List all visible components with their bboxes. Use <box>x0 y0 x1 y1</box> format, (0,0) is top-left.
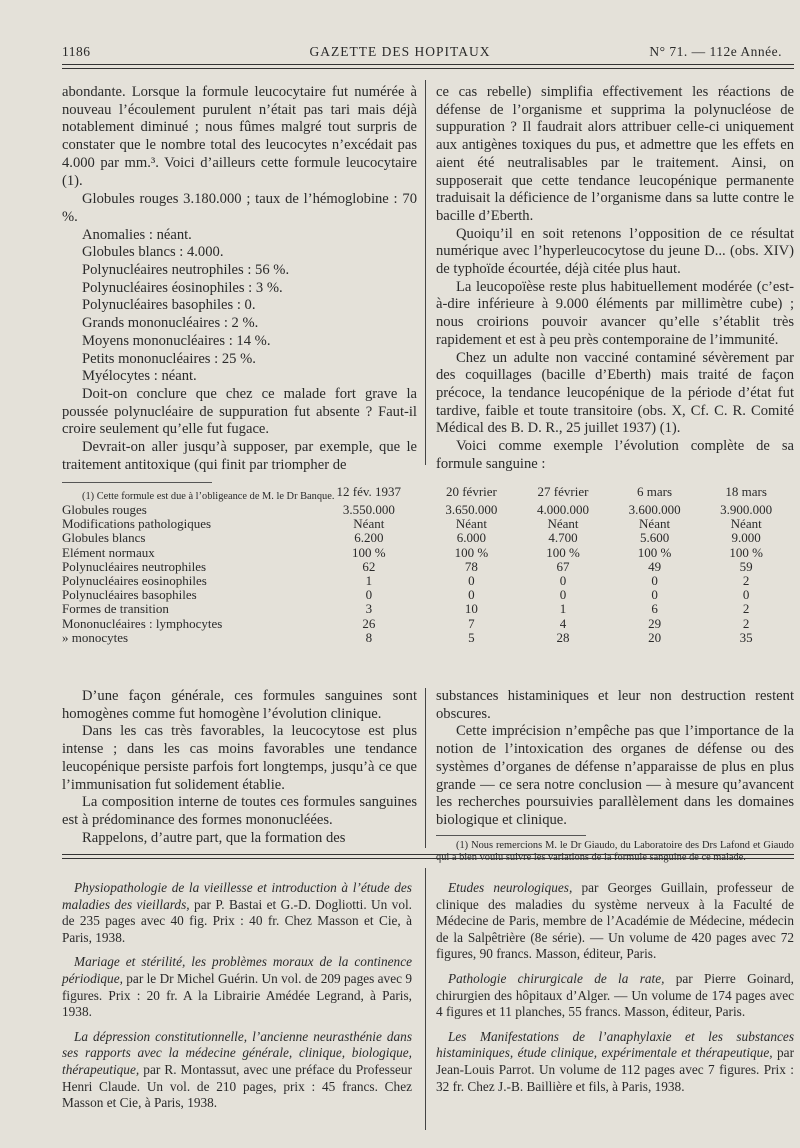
table-cell: 8 <box>365 629 373 645</box>
table-row <box>62 560 792 574</box>
paragraph: Dans les cas très favorables, la leucocytose est plus intense ; dans les cas moins favorables une tendance leucopénique persiste parfois fort longtemps, jusqu’à ce que l’immunisation fut solidement établie. <box>62 723 417 793</box>
table-cell: 0 <box>559 587 567 603</box>
footnote: (1) Cette formule est due à l’obligeance de M. le Dr Banque. <box>82 491 335 503</box>
journal-title: GAZETTE DES HOPITAUX <box>309 44 491 59</box>
right-column-bottom <box>436 688 794 865</box>
paragraph: Quoiqu’il en soit retenons l’opposition de ce résultat numérique avec l’hyperleucocytose du jeune D... (obs. XIV) de typhoïde écourtée, déjà citée plus haut. <box>436 225 794 278</box>
book-title: Mariage et stérilité, les problèmes moraux de la continence périodique, <box>62 954 412 986</box>
table-cell: 20 <box>648 629 662 645</box>
table-row <box>62 602 792 616</box>
table-cell: 0 <box>651 573 658 589</box>
table-cell: 67 <box>556 558 570 574</box>
bibliography-entry <box>62 880 412 946</box>
list-item: Polynucléaires neutrophiles : 56 %. <box>82 262 290 279</box>
table-cell: 6.200 <box>354 530 384 546</box>
row-label: Globules blancs <box>62 531 146 546</box>
paragraph: ce cas rebelle) simplifia effectivement les réactions de défense de l’organisme et supprima la polynucléose de suppuration ? Il faudrait alors attribuer celle-ci uniquement aux antigènes toxiques du pus, et admettre que les effets en aient été neutralisables par le traitement. Ainsi, on supposerait que cette tendance leucopénique permanente traduisait la déficience de l’organisme dans sa lutte contre le bacille d’Eberth. <box>436 84 794 224</box>
table-cell: 0 <box>651 587 658 603</box>
table-cell: 62 <box>362 558 376 574</box>
table-column-header: 6 mars <box>637 484 673 499</box>
list-item: Petits mononucléaires : 25 %. <box>82 350 256 367</box>
table-cell: 28 <box>556 629 570 645</box>
table-cell: 26 <box>362 615 376 631</box>
list-item: Globules rouges 3.180.000 ; taux de l’hémoglobine : 70 %. <box>62 191 417 225</box>
table-cell: 3.650.000 <box>445 502 498 518</box>
table-cell: 2 <box>742 573 750 589</box>
book-title: La dépression constitutionnelle, l’ancienne neurasthénie dans ses rapports avec la médecine générale, clinique, biologique, thérapeutique, <box>62 1028 412 1077</box>
table-cell: 5 <box>468 629 475 645</box>
table-cell: 1 <box>365 573 373 589</box>
left-column-top <box>62 84 417 504</box>
table-row <box>62 517 792 531</box>
paragraph: D’une façon générale, ces formules sanguines sont homogènes comme fut homogène l’évolution clinique. <box>62 688 417 722</box>
book-details: par Georges Guillain, professeur de clinique des maladies du système nerveux à la Faculté de Médecine de Paris, membre de l’Académie de Médecine, médecin de la Salpêtrière (8e série). — Un volume de 420 pages avec 72 figures, 90 francs. Masson, éditeur, Paris. <box>436 880 794 962</box>
table-cell: 100 % <box>352 544 386 560</box>
right-column-top <box>436 84 794 473</box>
blood-formula-table <box>62 481 792 645</box>
table-cell: 3 <box>365 601 373 617</box>
list-item: Grands mononucléaires : 2 %. <box>82 315 259 332</box>
table-row <box>62 588 792 602</box>
bibliography-entry <box>436 880 794 963</box>
column-divider <box>425 868 426 1130</box>
leucocyte-formula-list <box>62 191 417 386</box>
table-cell: Néant <box>639 516 671 532</box>
table-row <box>62 503 792 517</box>
table-cell: 49 <box>648 558 662 574</box>
book-details: par le Dr Michel Guérin. Un vol. de 209 pages avec 9 figures. Prix : 20 fr. A la Librairie Amédée Legrand, à Paris, 1938. <box>62 970 412 1020</box>
table-cell: 0 <box>365 587 373 603</box>
paragraph: abondante. Lorsque la formule leucocytaire fut numérée à nouveau l’écoulement purulent n’était pas tari mais déjà notablement diminué ; nous fûmes malgré tout surpris de constater que le nombre total des leucocytes n’excédait pas 4.000 par mm.³. Voici d’ailleurs cette formule leucocytaire (1). <box>62 84 417 189</box>
paragraph: Doit-on conclure que chez ce malade fort grave la poussée polynucléaire de suppuration fut absente ? Faut-il croire seulement qu’elle fut fugace. <box>62 385 417 438</box>
list-item: Globules blancs : 4.000. <box>82 244 224 261</box>
list-item: Polynucléaires éosinophiles : 3 %. <box>82 279 283 296</box>
row-label: Elément normaux <box>62 545 155 560</box>
table-cell: 100 % <box>637 544 672 560</box>
table-row <box>62 531 792 545</box>
table-column-header: 27 février <box>537 484 589 499</box>
bibliography-right <box>436 880 794 1103</box>
book-title: Physiopathologie de la vieillesse et introduction à l’étude des maladies des vieillards, <box>62 880 412 912</box>
table-row <box>62 574 792 588</box>
bibliography-entry <box>436 971 794 1021</box>
paragraph: Devrait-on aller jusqu’à supposer, par exemple, que le traitement antitoxique (qui finit par triompher de <box>62 439 417 473</box>
paragraph: Chez un adulte non vacciné contaminé sévèrement par des coquillages (bacille d’Eberth) mais traité de façon précoce, la tendance leucopénique de la période d’état fut tardive, faible et toute transitoire (obs. X, Cf. C. R. Comité Médical des B. D. R., 25 juillet 1937) (1). <box>436 349 794 437</box>
table-cell: Néant <box>730 516 762 532</box>
table-cell: 9.000 <box>731 530 761 546</box>
table-cell: 4.700 <box>548 530 578 546</box>
table-cell: 35 <box>739 629 753 645</box>
table-cell: 3.600.000 <box>628 502 681 518</box>
paragraph: Cette imprécision n’empêche pas que l’importance de la notion de l’intoxication des organes de défense ou des systèmes d’organes de défense n’apparaisse de plus en plus grande — ce sera notre conclusion — à mesure qu’avancent les recherches poursuivies parallèlement dans les domaines biologique et clinique. <box>436 723 794 828</box>
table-cell: 0 <box>559 573 567 589</box>
row-label: Mononucléaires : lymphocytes <box>62 616 223 631</box>
row-label: Modifications pathologiques <box>62 517 212 532</box>
table-cell: 5.600 <box>639 530 670 546</box>
column-divider <box>425 688 426 848</box>
table-column-header: 12 fév. 1937 <box>336 484 402 499</box>
paragraph: Voici comme exemple l’évolution complète de sa formule sanguine : <box>436 438 794 472</box>
table-cell: 1 <box>559 601 567 617</box>
table-cell: Néant <box>455 516 487 532</box>
list-item: Anomalies : néant. <box>82 226 192 243</box>
table-cell: 10 <box>464 601 478 617</box>
table-cell: 0 <box>742 587 750 603</box>
table-cell: 100 % <box>729 544 763 560</box>
table-cell: 0 <box>468 587 475 603</box>
bibliography-rule-thin <box>62 858 794 859</box>
paragraph: La composition interne de toutes ces formules sanguines est à prédominance des formes mononucléées. <box>62 794 417 828</box>
book-title: Les Manifestations de l’anaphylaxie et les substances histaminiques, étude clinique, expérimentale et thérapeutique, <box>436 1028 794 1061</box>
row-label: Polynucléaires eosinophiles <box>62 573 207 589</box>
table-cell: 59 <box>739 558 753 574</box>
table-cell: 7 <box>468 615 475 631</box>
table-cell: 4.000.000 <box>536 502 589 518</box>
row-label: Globules rouges <box>62 503 147 518</box>
list-item: Polynucléaires basophiles : 0. <box>82 297 256 314</box>
table-column-header: 18 mars <box>725 484 767 499</box>
table-cell: 100 % <box>546 544 580 560</box>
header-rule <box>62 64 794 65</box>
row-label: Formes de transition <box>62 602 169 617</box>
row-label: » monocytes <box>62 630 129 645</box>
list-item: Moyens mononucléaires : 14 %. <box>82 332 271 349</box>
bibliography-left <box>62 880 412 1120</box>
table-cell: 3.550.000 <box>342 502 395 518</box>
table-header-row <box>62 481 792 503</box>
table-cell: 3.900.000 <box>720 502 773 518</box>
table-cell: 2 <box>742 601 750 617</box>
table-row <box>62 546 792 560</box>
bibliography-entry <box>62 1029 412 1112</box>
issue-number: N° 71. — 112e Année. <box>649 44 782 59</box>
table-row <box>62 617 792 631</box>
table-cell: 6.000 <box>456 530 487 546</box>
row-label: Polynucléaires basophiles <box>62 588 197 603</box>
paragraph: Rappelons, d’autre part, que la formation des <box>82 829 346 846</box>
book-details: par Jean-Louis Parrot. Un volume de 112 pages avec 7 figures. Prix : 32 fr. Chez J.-B. Baillière et fils, à Paris, 1938. <box>436 1045 795 1094</box>
table-column-header: 20 février <box>445 484 497 499</box>
book-title: Etudes neurologiques, <box>448 880 573 895</box>
bibliography-rule <box>62 854 794 855</box>
row-label: Polynucléaires neutrophiles <box>62 559 207 574</box>
table-row <box>62 631 792 645</box>
table-cell: 29 <box>648 615 662 631</box>
table-cell: 100 % <box>454 544 489 560</box>
bibliography-entry <box>62 954 412 1020</box>
footnote-rule <box>436 835 586 836</box>
page-number: 1186 <box>62 44 91 59</box>
book-details: par Pierre Goinard, chirurgien des hôpitaux d’Alger. — Un volume de 174 pages avec 4 figures et 11 planches, 55 francs. Masson, éditeur, Paris. <box>436 970 794 1020</box>
paragraph: substances histaminiques et leur non destruction restent obscures. <box>436 688 794 722</box>
table-cell: 4 <box>559 615 567 631</box>
table-cell: 78 <box>464 558 478 574</box>
footnote: (1) Nous remercions M. le Dr Giaudo, du Laboratoire des Drs Lafond et Giaudo qui a bien voulu suivre les variations de la formule sanguine de ce malade. <box>436 839 794 864</box>
list-item: Myélocytes : néant. <box>82 368 197 385</box>
table-cell: 2 <box>742 615 750 631</box>
table-cell: 6 <box>651 601 658 617</box>
bibliography-entry <box>436 1029 794 1095</box>
table-cell: Néant <box>353 516 385 532</box>
book-details: par R. Montassut, avec une préface du Professeur Henri Claude. Un vol. de 210 pages, prix : 45 francs. Chez Masson et Cie, à Paris, 1938. <box>62 1061 412 1111</box>
table-header-label <box>62 481 312 503</box>
book-details: par P. Bastai et G.-D. Dogliotti. Un vol. de 235 pages avec 40 fig. Prix : 40 fr. Chez Masson et Cie, à Paris, 1938. <box>62 896 412 945</box>
paragraph: La leucopoïèse reste plus habituellement modérée (c’est-à-dire inférieure à 9.000 éléments par millimètre cube) ; nous croirions pouvoir avancer qu’elle s’établit très rapidement et est à peu près contemporaine de l’immunité. <box>436 278 794 348</box>
table-body <box>62 503 792 645</box>
table-cell: Néant <box>547 516 579 532</box>
left-column-bottom <box>62 688 417 847</box>
book-title: Pathologie chirurgicale de la rate, <box>448 970 665 986</box>
table-cell: 0 <box>468 573 475 589</box>
header-rule-thin <box>62 68 794 69</box>
column-divider <box>425 80 426 465</box>
